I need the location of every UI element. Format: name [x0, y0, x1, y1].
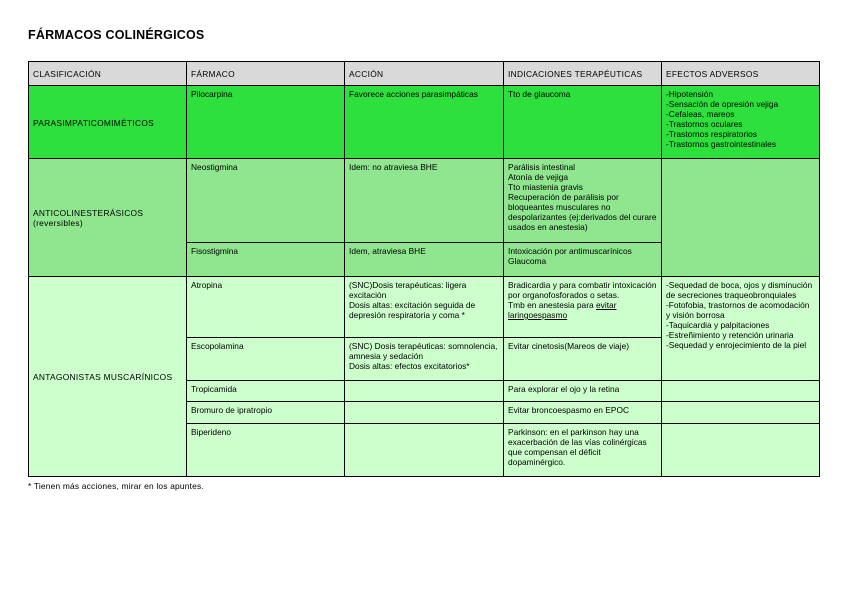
indication-atropina	[504, 277, 662, 338]
indication-pilocarpina: Tto de glaucoma	[504, 86, 662, 159]
header-efectos: EFECTOS ADVERSOS	[662, 62, 820, 86]
header-row	[29, 62, 820, 86]
class-parasimpaticomimeticos: PARASIMPATICOMIMÉTICOS	[29, 86, 187, 159]
drug-tropicamida: Tropicamida	[187, 381, 345, 402]
drug-neostigmina: Neostigmina	[187, 159, 345, 243]
footnote: * Tienen más acciones, mirar en los apuntes.	[28, 481, 204, 491]
table-row	[29, 86, 820, 159]
indication-escopolamina: Evitar cinetosis(Mareos de viaje)	[504, 338, 662, 381]
action-ipratropio	[345, 402, 504, 424]
drug-biperideno: Biperideno	[187, 424, 345, 477]
header-indicaciones: INDICACIONES TERAPÉUTICAS	[504, 62, 662, 86]
drug-ipratropio: Bromuro de ipratropio	[187, 402, 345, 424]
action-atropina: (SNC)Dosis terapéuticas: ligera excitación Dosis altas: excitación seguida de depresión respiratoria y coma *	[345, 277, 504, 338]
action-escopolamina: (SNC) Dosis terapéuticas: somnolencia, amnesia y sedación Dosis altas: efectos excitatorios*	[345, 338, 504, 381]
drug-fisostigmina: Fisostigmina	[187, 243, 345, 277]
indication-atropina-underlined: evitar laringoespasmo	[508, 300, 617, 320]
header-farmaco: FÁRMACO	[187, 62, 345, 86]
indication-fisostigmina: Intoxicación por antimuscarínicos Glaucoma	[504, 243, 662, 277]
class-antagonistas-muscarinicos: ANTAGONISTAS MUSCARÍNICOS	[29, 277, 187, 477]
effects-antagonistas-muscarinicos: -Sequedad de boca, ojos y disminución de secreciones traqueobronquiales -Fotofobia, trastornos de acomodación y visión borrosa -Taquicardia y palpitaciones -Estreñimiento y retención urinaria -Sequedad y enrojecimiento de la piel	[662, 277, 820, 381]
action-pilocarpina: Favorece acciones parasimpáticas	[345, 86, 504, 159]
class-anticolinesterasicos: ANTICOLINESTERÁSICOS (reversibles)	[29, 159, 187, 277]
action-fisostigmina: Idem, atraviesa BHE	[345, 243, 504, 277]
indication-atropina-text: Bradicardia y para combatir intoxicación por organofosforados o setas. Tmb en anestesia para	[508, 280, 657, 310]
action-tropicamida	[345, 381, 504, 402]
effects-ipratropio	[662, 402, 820, 424]
effects-anticolinesterasicos	[662, 159, 820, 277]
action-biperideno	[345, 424, 504, 477]
drug-atropina: Atropina	[187, 277, 345, 338]
action-neostigmina: Idem: no atraviesa BHE	[345, 159, 504, 243]
indication-neostigmina: Parálisis intestinal Atonía de vejiga Tto miastenia gravis Recuperación de parálisis por bloqueantes musculares no despolarizantes (ej:derivados del curare usados en anestesia)	[504, 159, 662, 243]
indication-biperideno: Parkinson: en el parkinson hay una exacerbación de las vías colinérgicas que compensan el déficit dopaminérgico.	[504, 424, 662, 477]
drug-pilocarpina: Pilocarpina	[187, 86, 345, 159]
effects-tropicamida	[662, 381, 820, 402]
drugs-table	[28, 61, 820, 477]
effects-parasimpaticomimeticos: -Hipotensión -Sensación de opresión vejiga -Cefaleas, mareos -Trastornos oculares -Trastornos respiratorios -Trastornos gastrointestinales	[662, 86, 820, 159]
table-row	[29, 159, 820, 243]
drug-escopolamina: Escopolamina	[187, 338, 345, 381]
table-row	[29, 277, 820, 338]
header-accion: ACCIÓN	[345, 62, 504, 86]
indication-ipratropio: Evitar broncoespasmo en EPOC	[504, 402, 662, 424]
effects-biperideno	[662, 424, 820, 477]
indication-tropicamida: Para explorar el ojo y la retina	[504, 381, 662, 402]
page-title: FÁRMACOS COLINÉRGICOS	[28, 28, 205, 42]
header-clasificacion: CLASIFICACIÓN	[29, 62, 187, 86]
